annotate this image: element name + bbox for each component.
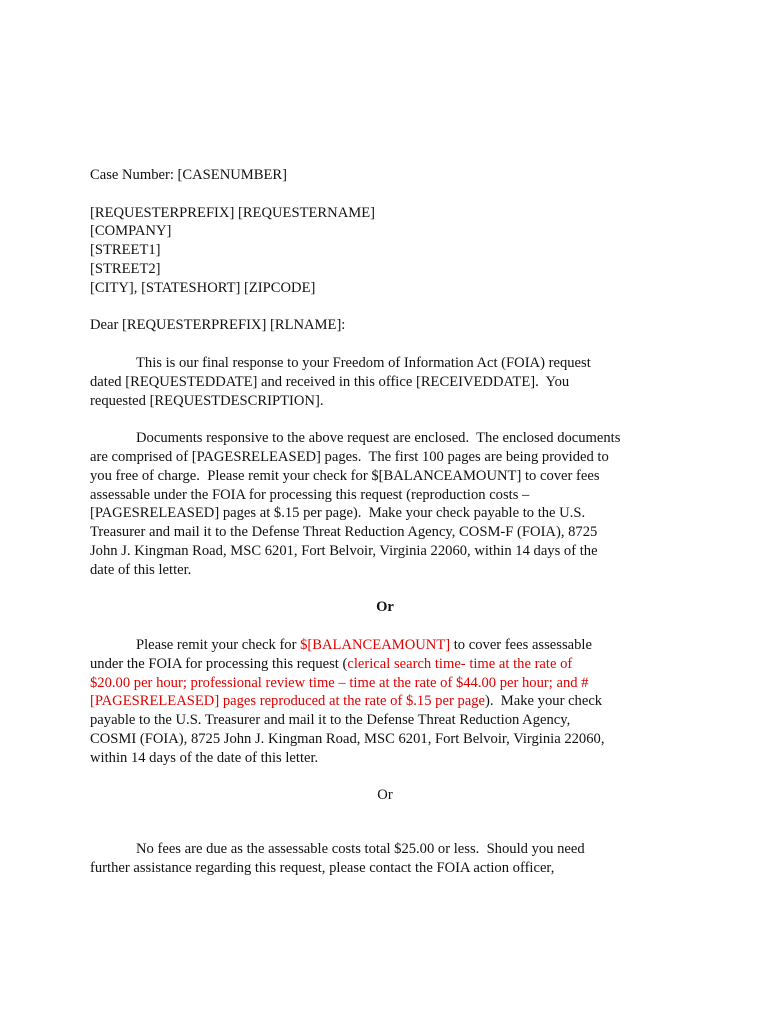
paragraph-line: COSMI (FOIA), 8725 John J. Kingman Road, MSC 6201, Fort Belvoir, Virginia 22060, xyxy=(90,730,605,747)
paragraph-line: within 14 days of the date of this letter. xyxy=(90,749,319,766)
paragraph-line: date of this letter. xyxy=(90,561,192,578)
paragraph-line: [PAGESRELEASED] pages at $.15 per page). Make your check payable to the U.S. xyxy=(90,505,586,522)
paragraph-no-fees xyxy=(90,840,680,878)
paragraph-line: requested [REQUESTDESCRIPTION]. xyxy=(90,392,324,409)
paragraph-line: assessable under the FOIA for processing this request (reproduction costs – xyxy=(90,486,530,503)
case-number: Case Number: [CASENUMBER] xyxy=(90,167,288,183)
paragraph-documents-enclosed xyxy=(90,429,680,579)
or-separator-bold: Or xyxy=(376,599,394,616)
address-line-company: [COMPANY] xyxy=(90,223,172,240)
address-line-street1: [STREET1] xyxy=(90,242,161,259)
paragraph-line xyxy=(90,655,680,674)
paragraph-line: are comprised of [PAGESRELEASED] pages. The first 100 pages are being provided to xyxy=(90,448,609,465)
paragraph-line: dated [REQUESTEDDATE] and received in this office [RECEIVEDDATE]. You xyxy=(90,373,570,390)
paragraph-line: Documents responsive to the above request are enclosed. The enclosed documents xyxy=(136,430,621,447)
address-line-street2: [STREET2] xyxy=(90,260,161,277)
text-run: ). Make your check xyxy=(485,693,603,710)
paragraph-line xyxy=(90,636,680,655)
highlighted-field: $20.00 per hour; professional review time – time at the rate of $44.00 per hour; and # xyxy=(90,674,589,691)
highlighted-field: $[BALANCEAMOUNT] xyxy=(300,636,451,653)
letter-page xyxy=(90,166,680,877)
or-separator: Or xyxy=(377,787,393,804)
paragraph-line: No fees are due as the assessable costs total $25.00 or less. Should you need xyxy=(136,840,585,857)
address-line-city: [CITY], [STATESHORT] [ZIPCODE] xyxy=(90,279,316,296)
paragraph-line: you free of charge. Please remit your check for $[BALANCEAMOUNT] to cover fees xyxy=(90,467,600,484)
paragraph-line: Treasurer and mail it to the Defense Threat Reduction Agency, COSM-F (FOIA), 8725 xyxy=(90,524,598,541)
highlighted-field: clerical search time- time at the rate of xyxy=(347,655,573,672)
address-line-name: [REQUESTERPREFIX] [REQUESTERNAME] xyxy=(90,204,375,221)
highlighted-field: [PAGESRELEASED] pages reproduced at the rate of $.15 per page xyxy=(90,693,485,710)
address-block xyxy=(90,204,680,298)
paragraph-line xyxy=(90,674,680,693)
paragraph-remit-check xyxy=(90,636,680,768)
paragraph-line xyxy=(90,692,680,711)
paragraph-line: further assistance regarding this request, please contact the FOIA action officer, xyxy=(90,859,555,876)
paragraph-final-response xyxy=(90,354,680,410)
paragraph-line: payable to the U.S. Treasurer and mail it to the Defense Threat Reduction Agency, xyxy=(90,712,571,729)
paragraph-line: John J. Kingman Road, MSC 6201, Fort Belvoir, Virginia 22060, within 14 days of the xyxy=(90,542,598,559)
paragraph-line: This is our final response to your Freedom of Information Act (FOIA) request xyxy=(136,354,591,371)
salutation: Dear [REQUESTERPREFIX] [RLNAME]: xyxy=(90,317,346,334)
text-run: under the FOIA for processing this request ( xyxy=(90,655,348,672)
text-run: Please remit your check for xyxy=(136,636,301,653)
text-run: to cover fees assessable xyxy=(450,636,592,653)
